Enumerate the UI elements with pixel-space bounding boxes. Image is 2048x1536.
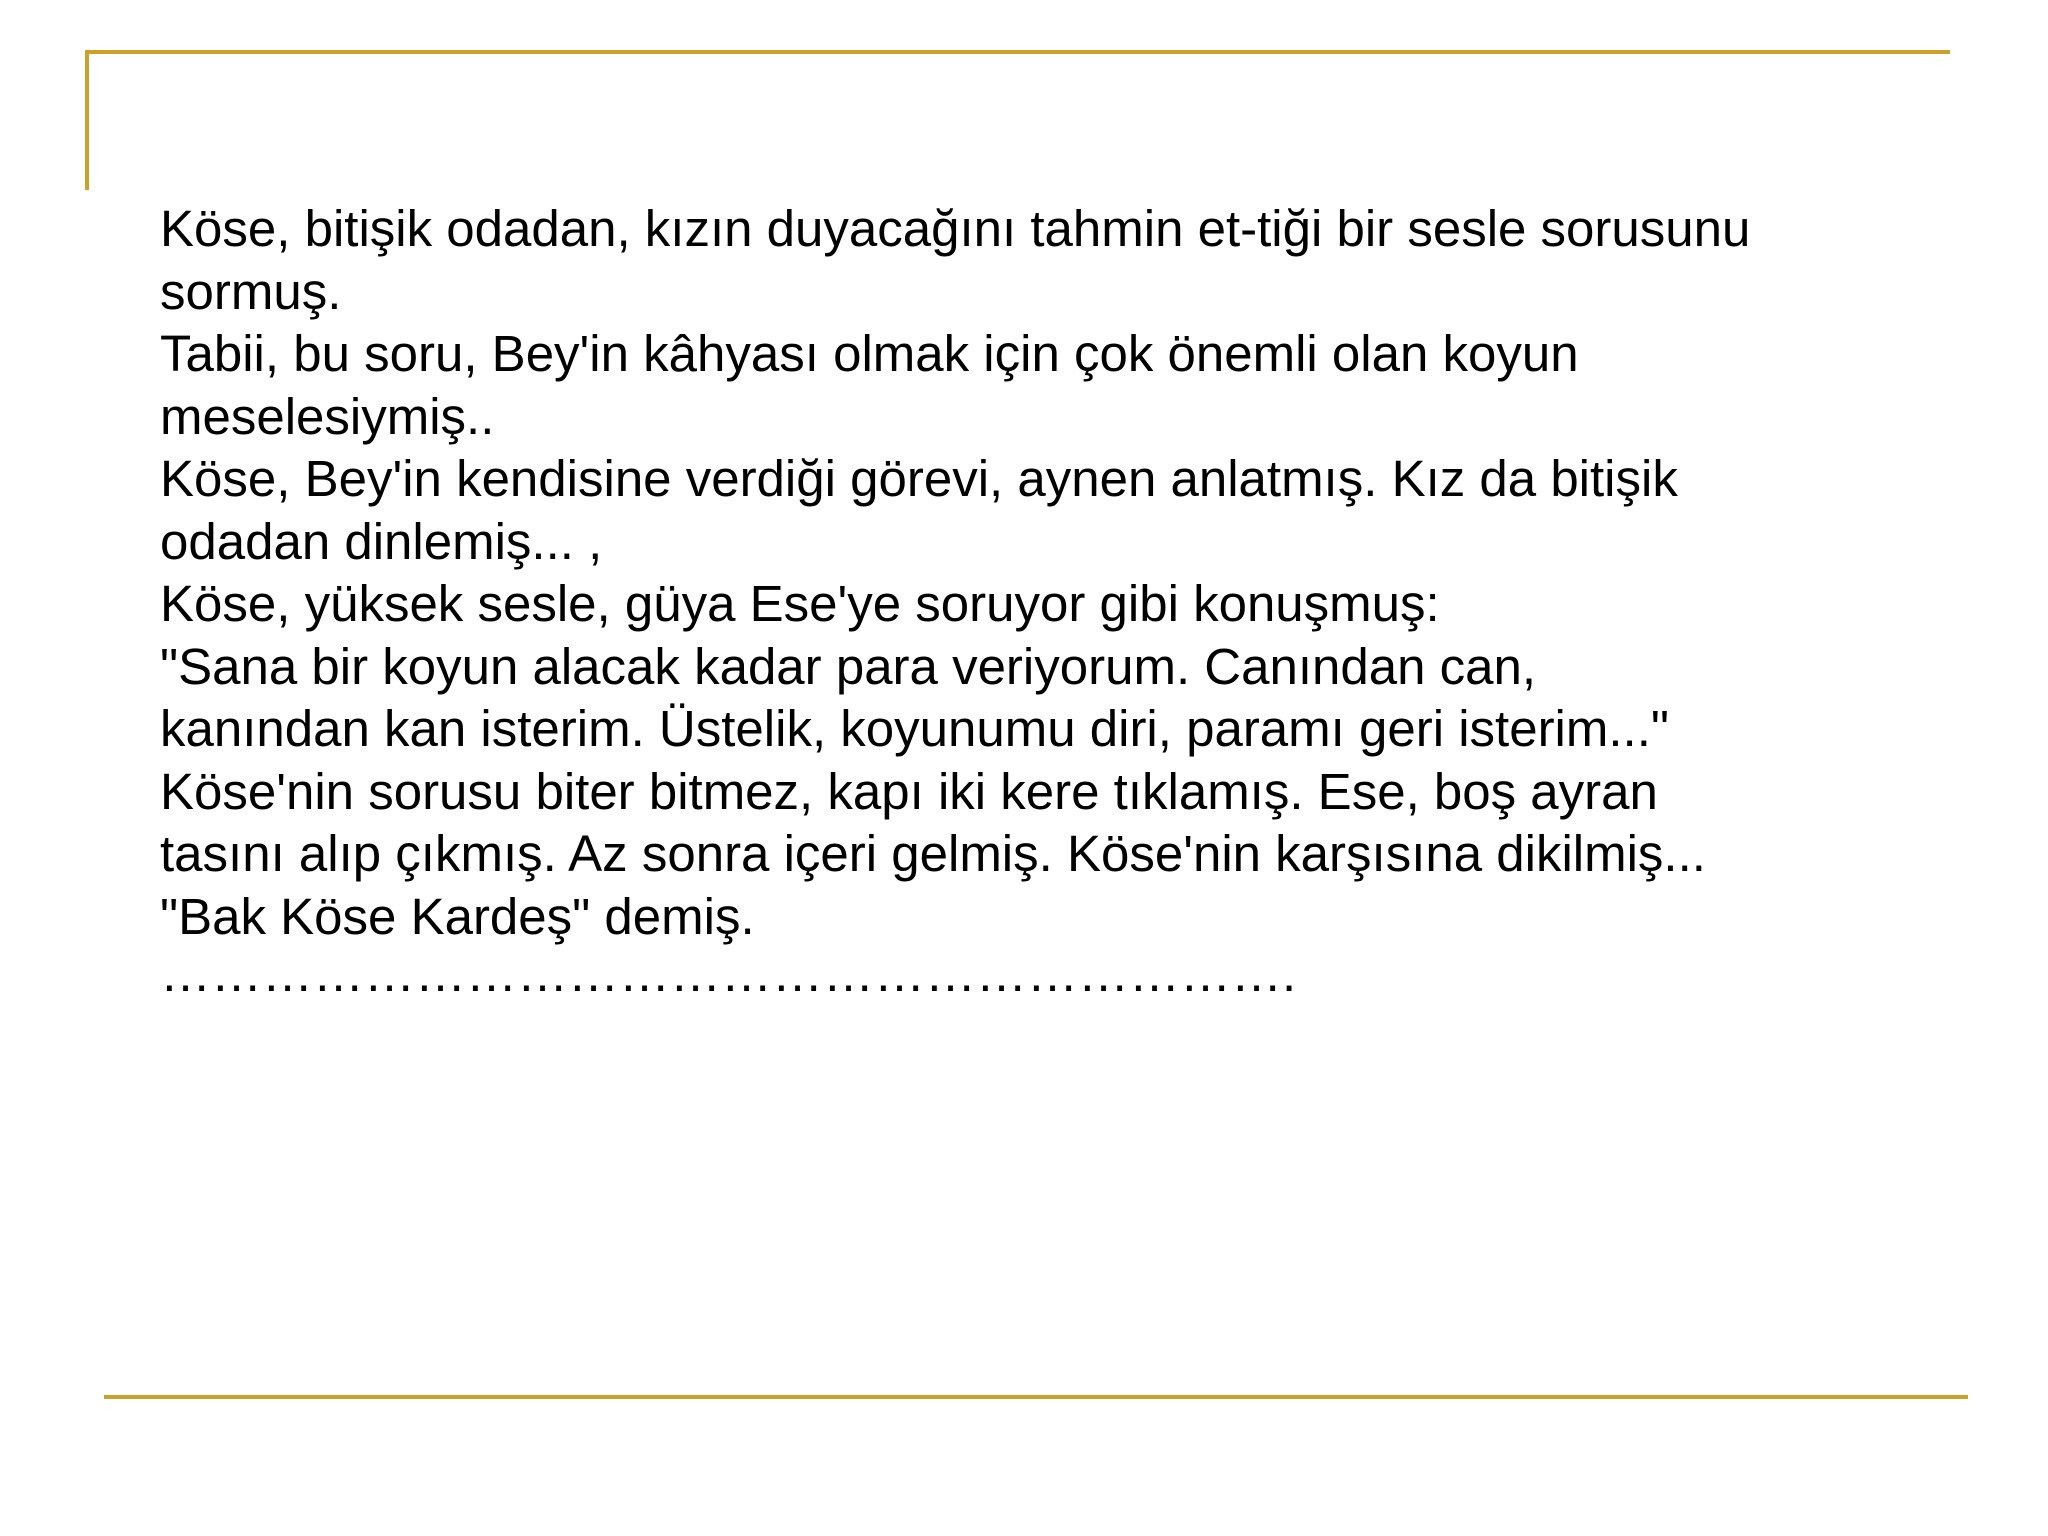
- ellipsis-line: ………………………………………………………….: [160, 945, 1297, 1002]
- paragraph-4: Köse, yüksek sesle, güya Ese'ye soruyor gibi konuşmuş:: [160, 575, 1440, 632]
- left-accent-line: [85, 50, 89, 190]
- paragraph-6: Köse'nin sorusu biter bitmez, kapı iki kere tıklamış. Ese, boş ayran tasını alıp çıkmış. Az sonra içeri gelmiş. Köse'nin karşısına dikilmiş...: [160, 762, 1706, 882]
- paragraph-7: "Bak Köse Kardeş" demiş.: [160, 887, 755, 945]
- paragraph-1: Köse, bitişik odadan, kızın duyacağını tahmin et-tiği bir sesle sorusunu sormuş.: [160, 200, 1751, 320]
- body-text: [160, 198, 1760, 1000]
- bottom-accent-line: [104, 1395, 1968, 1399]
- paragraph-5: "Sana bir koyun alacak kadar para veriyorum. Canından can, kanından kan isterim. Üstelik, koyunumu diri, paramı geri isterim...": [160, 637, 1669, 757]
- paragraph-3: Köse, Bey'in kendisine verdiği görevi, aynen anlatmış. Kız da bitişik odadan dinlemiş... ,: [160, 450, 1678, 570]
- paragraph-2: Tabii, bu soru, Bey'in kâhyası olmak için çok önemli olan koyun meselesiymiş..: [160, 325, 1579, 445]
- top-accent-line: [85, 50, 1950, 54]
